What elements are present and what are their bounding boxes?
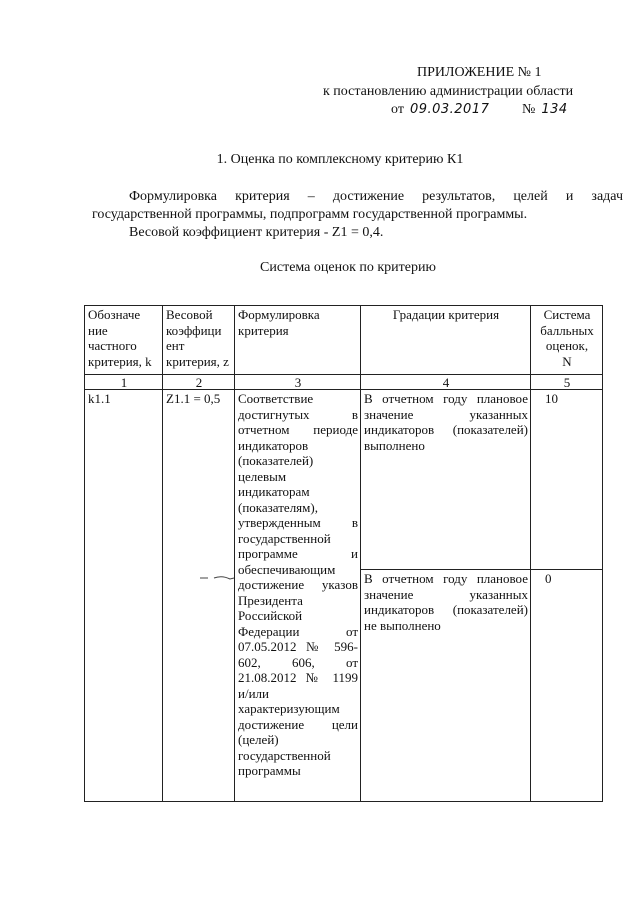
weight-coefficient-paragraph: Весовой коэффициент критерия - Z1 = 0,4.	[129, 225, 384, 240]
criterion-formulation: Соответствие достигнутых в отчетном периоде индикаторов (показателей) целевым индикаторам (показателям), утвержденным в государственной программе и обеспечивающим достижение указов Президента Российской Федерации от 07.05.2012 № 596- 602, 606, от 21.08.2012 № 1199 и/или характеризующим достижение цели (целей) государственной программы	[235, 390, 361, 802]
handwritten-number: 134	[541, 102, 568, 117]
gradation-not-fulfilled: В отчетном году плановое значение указанных индикаторов (показателей) не выполнено	[361, 570, 531, 802]
criterion-formulation-paragraph: Формулировка критерия – достижение результатов, целей и задач государственной программы, подпрограмм государственной программы.	[92, 189, 623, 222]
gradation-fulfilled: В отчетном году плановое значение указанных индикаторов (показателей) выполнено	[361, 390, 531, 570]
col-number: 5	[531, 375, 603, 390]
from-label: от	[391, 102, 404, 117]
section-title: 1. Оценка по комплексному критерию К1	[216, 152, 464, 167]
header-formulation: Формулировка критерия	[235, 306, 361, 375]
table-caption: Система оценок по критерию	[260, 260, 436, 275]
date-line	[391, 101, 489, 119]
col-number: 2	[163, 375, 235, 390]
criterion-weight: Z1.1 = 0,5	[163, 390, 235, 802]
criterion-code: k1.1	[85, 390, 163, 802]
number-label: №	[522, 102, 536, 117]
column-number-row	[85, 375, 603, 390]
criteria-table	[84, 305, 603, 802]
appendix-title: ПРИЛОЖЕНИЕ № 1	[417, 65, 542, 80]
table-header-row	[85, 306, 603, 375]
table-row	[85, 390, 603, 570]
scan-artifact	[198, 573, 238, 583]
resolution-line: к постановлению администрации области	[323, 84, 574, 99]
col-number: 1	[85, 375, 163, 390]
score-fulfilled: 10	[531, 390, 603, 570]
header-score-system: Система балльных оценок, N	[531, 306, 603, 375]
col-number: 3	[235, 375, 361, 390]
header-weight-coefficient: Весовой коэффици ент критерия, z	[163, 306, 235, 375]
header-gradations: Градации критерия	[361, 306, 531, 375]
header-criterion-designation: Обозначе ние частного критерия, k	[85, 306, 163, 375]
handwritten-date: 09.03.2017	[409, 102, 490, 117]
score-not-fulfilled: 0	[531, 570, 603, 802]
col-number: 4	[361, 375, 531, 390]
number-line	[522, 101, 568, 119]
